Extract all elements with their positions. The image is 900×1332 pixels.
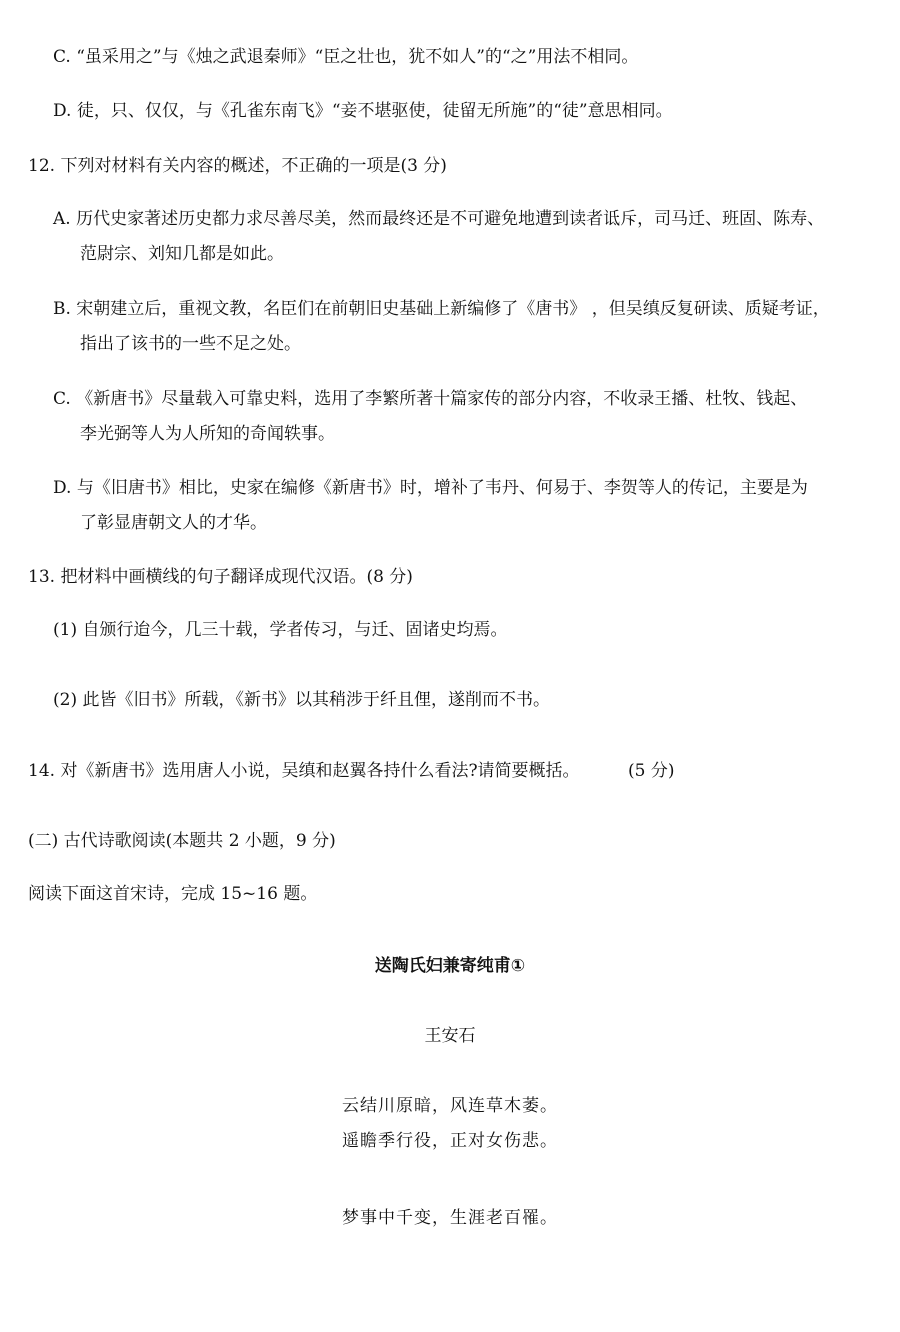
poem-author: 王安石 [424, 1026, 476, 1046]
poem-line-3: 梦事中千变，生涯老百罹。 [342, 1208, 558, 1228]
q13-item-1: (1) 自颁行迨今，几三十载，学者传习，与迁、固诸史均焉。 [53, 620, 508, 640]
q13-item-2: (2) 此皆《旧书》所载，《新书》以其稍涉于纤且俚，遂削而不书。 [53, 690, 550, 710]
q12-option-c: C. 《新唐书》尽量载入可靠史料，选用了李繁所著十篇家传的部分内容，不收录王播、杜牧、钱起、 [53, 389, 808, 409]
q11-option-c: C. “虽采用之”与《烛之武退秦师》“臣之壮也，犹不如人”的“之”用法不相同。 [53, 47, 639, 67]
q14-stem: 14. 对《新唐书》选用唐人小说，吴缜和赵翼各持什么看法?请简要概括。 [28, 761, 580, 781]
q12-option-b: B. 宋朝建立后，重视文教，名臣们在前朝旧史基础上新编修了《唐书》 ，但吴缜反复研读、质疑考证， [53, 299, 830, 319]
q12-stem: 12. 下列对材料有关内容的概述，不正确的一项是(3 分) [28, 156, 447, 176]
poem-line-2: 遥瞻季行役，正对女伤悲。 [342, 1131, 558, 1151]
q14-score: (5 分) [628, 761, 675, 781]
q12-option-a-cont: 范尉宗、刘知几都是如此。 [80, 244, 284, 264]
section-heading: (二) 古代诗歌阅读(本题共 2 小题，9 分) [28, 831, 336, 851]
q12-option-b-cont: 指出了该书的一些不足之处。 [80, 334, 301, 354]
poem-title: 送陶氏妇兼寄纯甫① [374, 956, 526, 976]
q11-option-d: D. 徒，只、仅仅，与《孔雀东南飞》“妾不堪驱使，徒留无所施”的“徒”意思相同。 [53, 101, 673, 121]
poem-line-1: 云结川原暗，风连草木萎。 [342, 1096, 558, 1116]
q12-option-d: D. 与《旧唐书》相比，史家在编修《新唐书》时，增补了韦丹、何易于、李贺等人的传记，主要是为 [53, 478, 808, 498]
q12-option-d-cont: 了彰显唐朝文人的才华。 [80, 513, 267, 533]
q12-option-a: A. 历代史家著述历史都力求尽善尽美，然而最终还是不可避免地遭到读者诋斥，司马迁、班固、陈寿、 [53, 209, 825, 229]
section-instruction: 阅读下面这首宋诗，完成 15~16 题。 [28, 884, 318, 904]
q13-stem: 13. 把材料中画横线的句子翻译成现代汉语。(8 分) [28, 567, 413, 587]
q12-option-c-cont: 李光弼等人为人所知的奇闻轶事。 [80, 424, 335, 444]
